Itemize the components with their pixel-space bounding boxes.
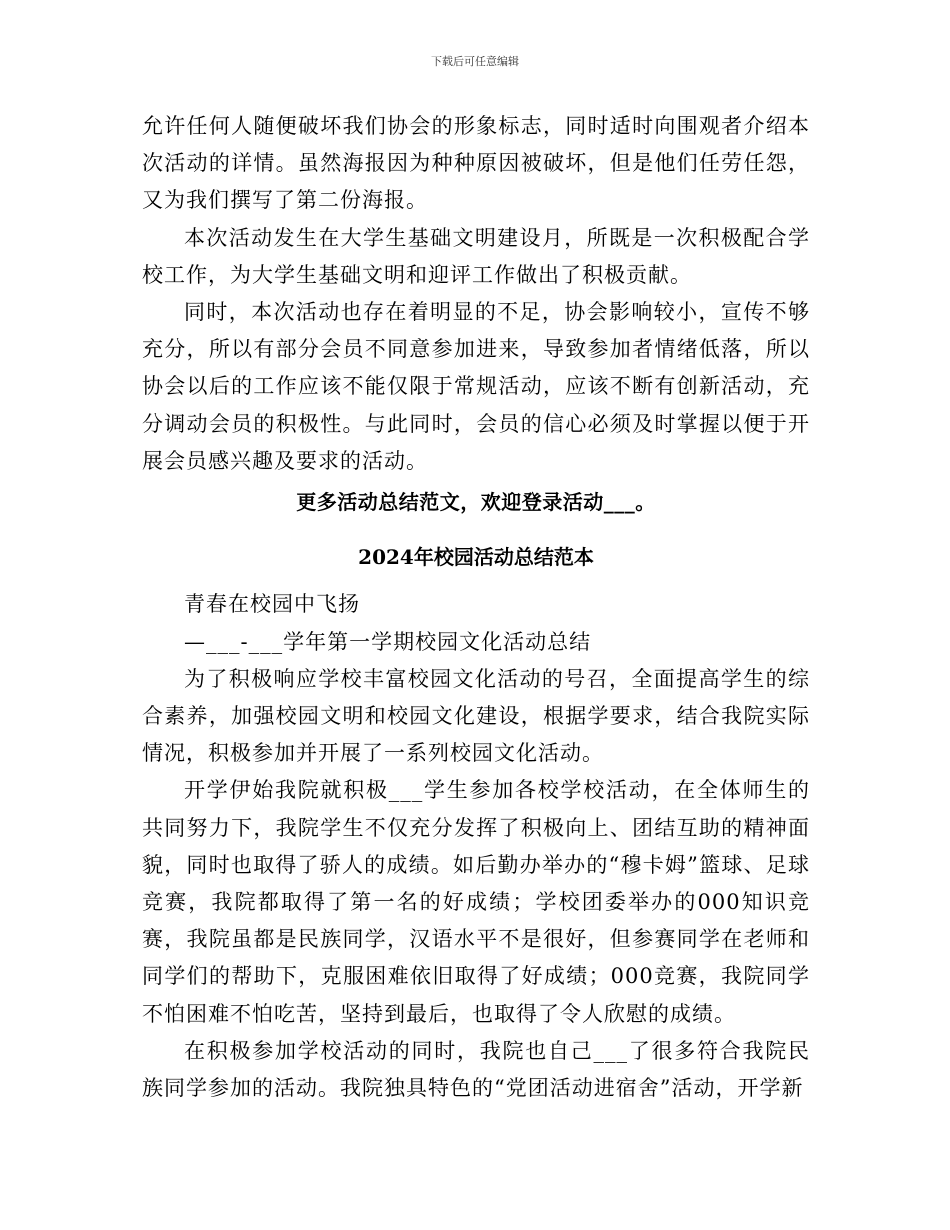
- paragraph-continued: 允许任何人随便破坏我们协会的形象标志，同时适时向围观者介绍本次活动的详情。虽然海报因为种种原因被破坏，但是他们任劳任怨，又为我们撰写了第二份海报。: [142, 114, 810, 213]
- page-header: 下载后可任意编辑: [431, 55, 519, 68]
- paragraph: 同时，本次活动也存在着明显的不足，协会影响较小，宣传不够充分，所以有部分会员不同意参加进来，导致参加者情绪低落，所以协会以后的工作应该不能仅限于常规活动，应该不断有创新活动，充分调动会员的积极性。与此同时，会员的信心必须及时掌握以便于开展会员感兴趣及要求的活动。: [142, 300, 810, 473]
- subtitle: 青春在校园中飞扬: [184, 592, 360, 617]
- section-title: 2024年校园活动总结范本: [358, 545, 594, 570]
- paragraph: 在积极参加学校活动的同时，我院也自己___了很多符合我院民族同学参加的活动。我院独具特色的“党团活动进宿舍”活动，开学新: [142, 1038, 810, 1101]
- document-body: [142, 108, 810, 1107]
- subtitle-secondary: —___-___学年第一学期校园文化活动总结: [184, 629, 592, 654]
- paragraph: 为了积极响应学校丰富校园文化活动的号召，全面提高学生的综合素养，加强校园文明和校园文化建设，根据学要求，结合我院实际情况，积极参加并开展了一系列校园文化活动。: [142, 666, 810, 766]
- paragraph: 开学伊始我院就积极___学生参加各校学校活动，在全体师生的共同努力下，我院学生不仅充分发挥了积极向上、团结互助的精神面貌，同时也取得了骄人的成绩。如后勤办举办的“穆卡姆”篮球、足球竞赛，我院都取得了第一名的好成绩；学校团委举办的000知识竞赛，我院虽都是民族同学，汉语水平不是很好，但参赛同学在老师和同学们的帮助下，克服困难依旧取得了好成绩；000竞赛，我院同学不怕困难不怕吃苦，坚持到最后，也取得了令人欣慰的成绩。: [142, 778, 810, 1026]
- paragraph: 本次活动发生在大学生基础文明建设月，所既是一次积极配合学校工作，为大学生基础文明和迎评工作做出了积极贡献。: [142, 225, 810, 287]
- more-link-heading: 更多活动总结范文，欢迎登录活动___。: [296, 490, 656, 515]
